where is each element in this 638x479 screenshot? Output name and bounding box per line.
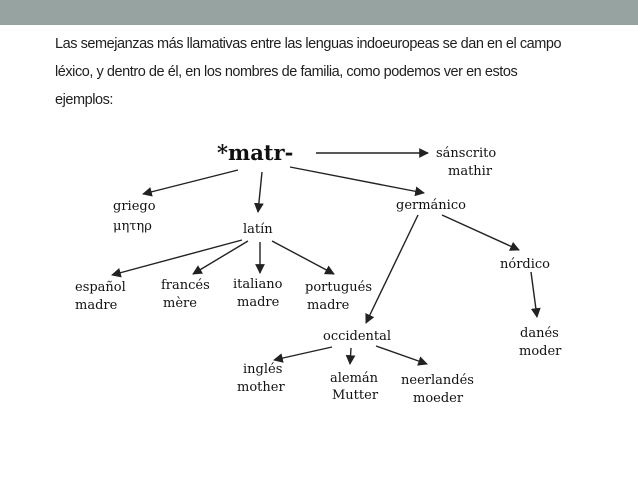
greek-language: griego [113,199,156,214]
portuguese-language: portugués [305,280,373,295]
western-language: occidental [323,329,392,344]
intro-line-1: Las semejanzas más llamativas entre las lenguas indoeuropeas se dan en el campo [55,36,562,52]
sanskrit-language: sánscrito [436,146,497,161]
intro-line-2: léxico, y dentro de él, en los nombres de familia, como podemos ver en estos [55,64,518,80]
french-word: mère [163,296,197,311]
germanic-language: germánico [396,198,466,213]
italian-word: madre [237,295,280,310]
arrow-latin-to-portuguese [272,241,334,274]
latin-language: latín [243,222,273,237]
dutch-language: neerlandés [401,373,474,388]
french-language: francés [161,278,210,293]
intro-line-3: ejemplos: [55,92,114,108]
danish-word: moder [519,344,562,359]
sanskrit-word: mathir [448,164,493,179]
arrow-germanic-to-western [366,215,418,323]
arrow-western-to-english [274,347,332,360]
root-word: *matr- [217,140,294,165]
german-language: alemán [330,371,379,386]
spanish-word: madre [75,298,118,313]
arrow-germanic-to-nordic [442,215,519,250]
spanish-language: español [75,280,126,295]
arrow-western-to-german [350,348,351,364]
english-word: mother [237,380,285,395]
german-word: Mutter [332,388,379,403]
arrow-western-to-dutch [376,346,427,364]
english-language: inglés [243,362,283,377]
italian-language: italiano [233,277,283,292]
arrow-root-to-greek [143,170,238,194]
dutch-word: moeder [413,391,464,406]
arrow-nordic-to-danish [531,272,537,317]
nordic-language: nórdico [500,257,551,272]
danish-language: danés [520,326,559,341]
greek-word: μητηρ [113,219,152,234]
arrow-root-to-germanic [290,167,424,193]
portuguese-word: madre [307,298,350,313]
arrow-latin-to-spanish [112,240,242,275]
arrow-root-to-latin [258,172,262,212]
